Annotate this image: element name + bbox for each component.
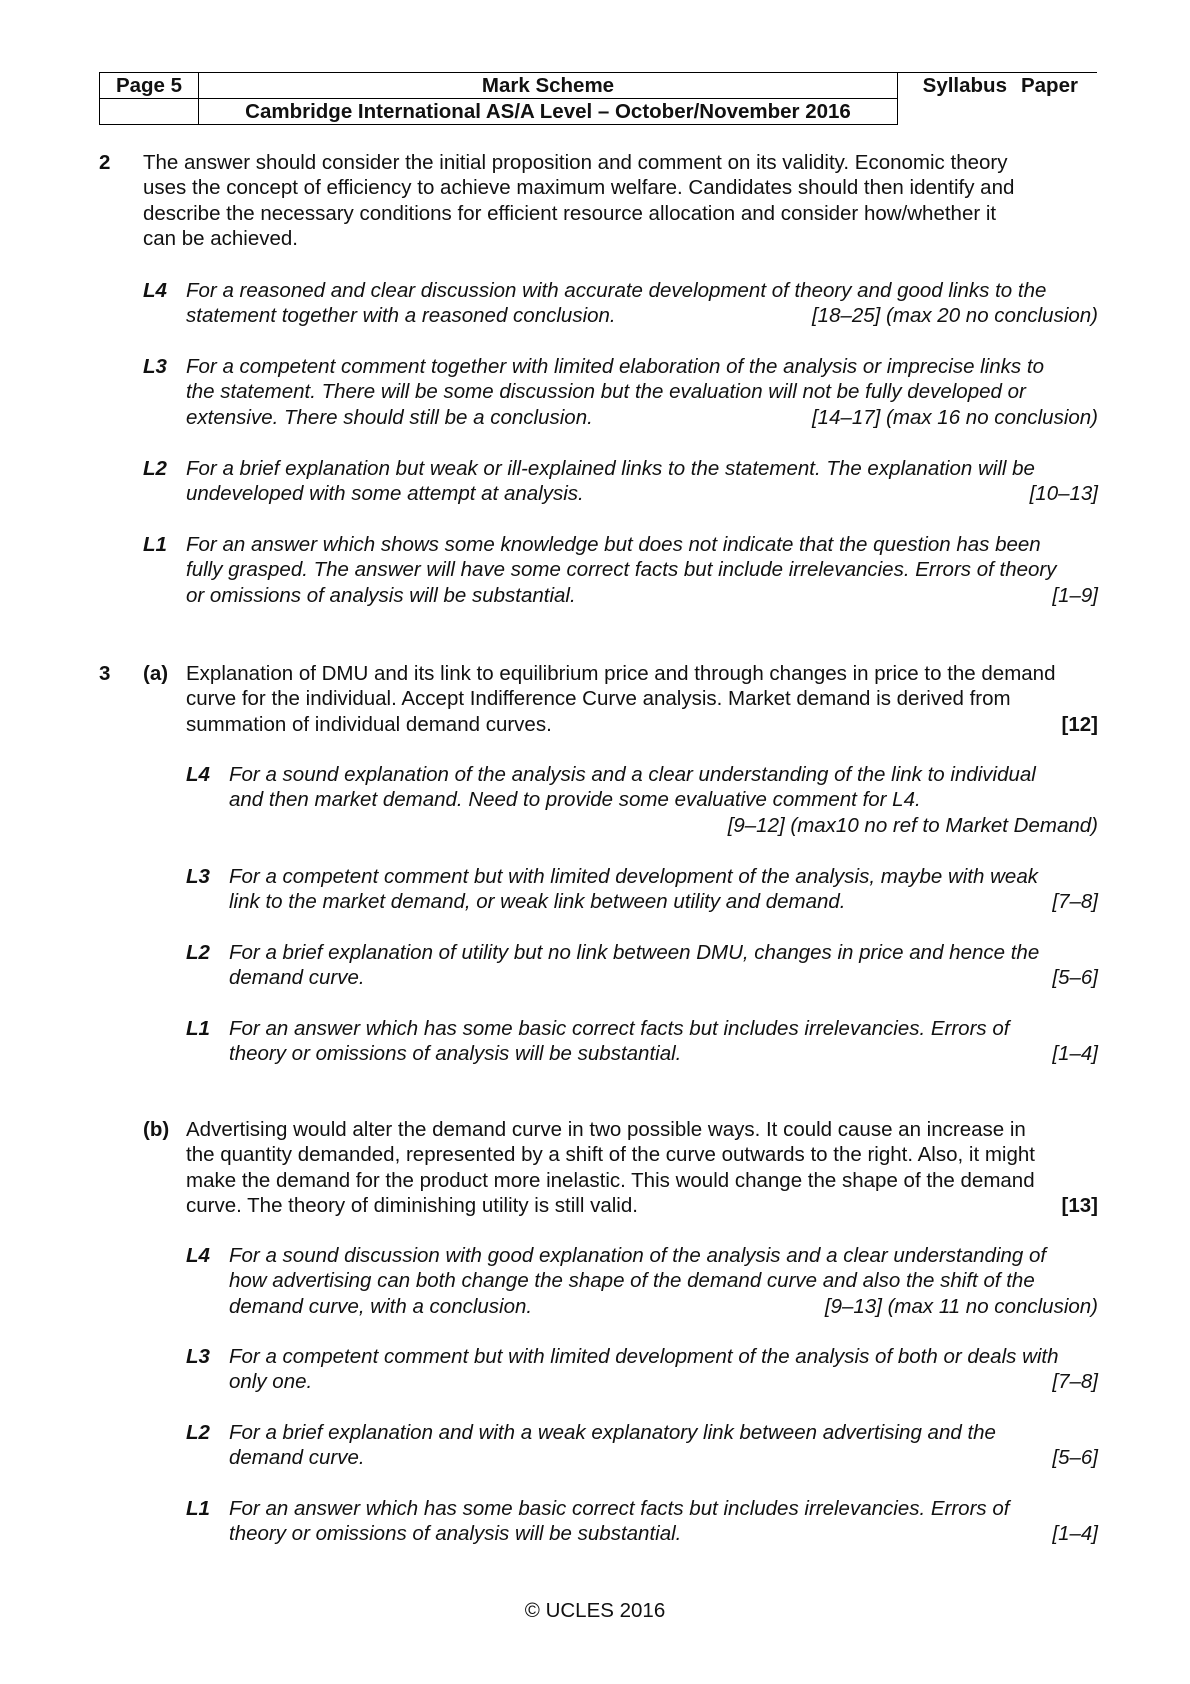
- page-number: Page 5: [100, 73, 199, 99]
- q3b-level-label: L4: [186, 1244, 210, 1267]
- q3a-level-line: For an answer which has some basic correct facts but includes irrelevancies. Errors of: [229, 1017, 1010, 1040]
- q3b-level-last-row: [229, 1369, 1098, 1394]
- q3b-level-last-line: only one.: [229, 1370, 313, 1394]
- q3a-level-mark: [5–6]: [1052, 966, 1098, 990]
- q3b-last-row: [186, 1193, 1098, 1218]
- q3a-level-last-row: [229, 1041, 1098, 1066]
- q2-level-text: [186, 354, 1098, 430]
- q2-level-label: L4: [143, 279, 167, 302]
- q2-level-mark: [18–25] (max 20 no conclusion): [811, 304, 1098, 328]
- q3b-level-mark: [9–13] (max 11 no conclusion): [824, 1294, 1098, 1318]
- q3a-level-line: For a sound explanation of the analysis and a clear understanding of the link to individual: [229, 763, 1036, 786]
- q3a-level-mark: [7–8]: [1052, 890, 1098, 914]
- doc-title: Mark Scheme: [199, 73, 898, 99]
- q3b-line: Advertising would alter the demand curve in two possible ways. It could cause an increase in: [186, 1118, 1026, 1141]
- q2-level-last-line: statement together with a reasoned conclusion.: [186, 304, 616, 328]
- q2-level-last-line: or omissions of analysis will be substantial.: [186, 583, 576, 607]
- q3a-level-text: [229, 864, 1098, 915]
- q3a-level-mark: [1–4]: [1052, 1042, 1098, 1066]
- q2-level-line: For a competent comment together with limited elaboration of the analysis or imprecise links to: [186, 355, 1044, 378]
- q2-level-text: [186, 278, 1098, 329]
- q3a-level-mark: [9–12] (max10 no ref to Market Demand): [727, 813, 1098, 837]
- q3b-level-last-line: theory or omissions of analysis will be substantial.: [229, 1522, 682, 1546]
- q3b-level-last-line: demand curve, with a conclusion.: [229, 1294, 533, 1318]
- q3b-level-last-line: demand curve.: [229, 1446, 365, 1470]
- q3a-label: (a): [143, 662, 169, 685]
- header-table: [99, 72, 1097, 125]
- q3a-level-text: [229, 762, 1098, 838]
- q3b-level-line: how advertising can both change the shape of the demand curve and also the shift of the: [229, 1269, 1035, 1293]
- q2-intro-line: describe the necessary conditions for efficient resource allocation and consider how/whether it: [143, 201, 997, 225]
- q2-level-last-line: extensive. There should still be a conclusion.: [186, 405, 593, 429]
- q3a-level-last-row: [229, 965, 1098, 990]
- q2-intro: [143, 150, 1103, 251]
- q3a-level-text: [229, 940, 1098, 991]
- q2-intro-line: The answer should consider the initial proposition and comment on its validity. Economic theory: [143, 151, 1008, 174]
- q2-level-line: For a brief explanation but weak or ill-explained links to the statement. The explanation will be: [186, 457, 1035, 480]
- q3b-level-text: [229, 1243, 1098, 1319]
- q3a-last-line: summation of individual demand curves.: [186, 712, 552, 736]
- q3b-level-line: For a competent comment but with limited development of the analysis of both or deals with: [229, 1345, 1059, 1368]
- q2-level-label: L2: [143, 457, 167, 480]
- q2-level-label: L1: [143, 533, 167, 556]
- q3b-level-text: [229, 1496, 1098, 1547]
- q2-level-text: [186, 456, 1098, 507]
- q3b-line: the quantity demanded, represented by a shift of the curve outwards to the right. Also, it might: [186, 1143, 1035, 1167]
- q3-number: 3: [99, 662, 111, 685]
- q3a-last-row: [186, 712, 1098, 737]
- q2-level-last-line: undeveloped with some attempt at analysis.: [186, 482, 584, 506]
- q2-level-mark: [14–17] (max 16 no conclusion): [811, 405, 1098, 429]
- q3a-level-last-line: demand curve.: [229, 966, 365, 990]
- q3b-text: [186, 1117, 1098, 1218]
- q2-level-text: [186, 532, 1098, 608]
- q3a-level-label: L1: [186, 1017, 210, 1040]
- q3b-level-last-row: [229, 1521, 1098, 1546]
- q3a-mark: [12]: [1061, 712, 1098, 736]
- q3b-level-label: L3: [186, 1345, 210, 1368]
- q2-number: 2: [99, 151, 111, 174]
- q3a-line: Explanation of DMU and its link to equilibrium price and through changes in price to the demand: [186, 662, 1056, 685]
- q2-level-last-row: [186, 303, 1098, 328]
- q2-level-line: the statement. There will be some discussion but the evaluation will not be fully developed or: [186, 380, 1026, 404]
- copyright-footer: © UCLES 2016: [524, 1599, 666, 1622]
- q2-level-line: fully grasped. The answer will have some correct facts but include irrelevancies. Errors of theory: [186, 558, 1057, 582]
- q3b-line: make the demand for the product more inelastic. This would change the shape of the demand: [186, 1168, 1035, 1192]
- q3a-level-line: For a brief explanation of utility but no link between DMU, changes in price and hence the: [229, 941, 1040, 964]
- q3a-level-line: For a competent comment but with limited development of the analysis, maybe with weak: [229, 865, 1038, 888]
- paper-label: Paper: [1015, 73, 1097, 99]
- q2-level-mark: [10–13]: [1029, 482, 1098, 506]
- q3b-level-label: L2: [186, 1421, 210, 1444]
- q2-level-line: For a reasoned and clear discussion with accurate development of theory and good links to the: [186, 279, 1047, 302]
- q3a-text: [186, 661, 1098, 737]
- q2-level-line: For an answer which shows some knowledge but does not indicate that the question has been: [186, 533, 1041, 556]
- q3b-level-text: [229, 1420, 1098, 1471]
- q3a-level-last-row: [229, 889, 1098, 914]
- q3b-level-mark: [1–4]: [1052, 1522, 1098, 1546]
- q3b-label: (b): [143, 1118, 170, 1141]
- q2-level-mark: [1–9]: [1052, 583, 1098, 607]
- q3b-level-mark: [5–6]: [1052, 1446, 1098, 1470]
- q3b-level-line: For a sound discussion with good explanation of the analysis and a clear understanding of: [229, 1244, 1047, 1267]
- q3a-level-line: and then market demand. Need to provide some evaluative comment for L4.: [229, 788, 921, 812]
- q2-level-last-row: [186, 405, 1098, 430]
- q3b-level-last-row: [229, 1294, 1098, 1319]
- q3b-level-mark: [7–8]: [1052, 1370, 1098, 1394]
- syllabus-label: Syllabus: [898, 73, 1015, 99]
- q2-level-label: L3: [143, 355, 167, 378]
- q3a-level-label: L4: [186, 763, 210, 786]
- q2-level-last-row: [186, 481, 1098, 506]
- q2-level-last-row: [186, 583, 1098, 608]
- q2-intro-line: uses the concept of efficiency to achieve maximum welfare. Candidates should then identify and: [143, 176, 1015, 200]
- q3b-level-line: For an answer which has some basic correct facts but includes irrelevancies. Errors of: [229, 1497, 1010, 1520]
- q3b-last-line: curve. The theory of diminishing utility is still valid.: [186, 1193, 638, 1217]
- q2-intro-line: can be achieved.: [143, 226, 299, 250]
- q3b-level-text: [229, 1344, 1098, 1395]
- q3a-level-label: L2: [186, 941, 210, 964]
- q3b-level-last-row: [229, 1445, 1098, 1470]
- q3b-level-label: L1: [186, 1497, 210, 1520]
- q3a-level-text: [229, 1016, 1098, 1067]
- q3b-level-line: For a brief explanation and with a weak explanatory link between advertising and the: [229, 1421, 996, 1444]
- q3b-mark: [13]: [1061, 1193, 1098, 1217]
- q3a-line: curve for the individual. Accept Indifference Curve analysis. Market demand is derived from: [186, 687, 1011, 711]
- q3a-level-last-line: link to the market demand, or weak link between utility and demand.: [229, 890, 846, 914]
- doc-subtitle: Cambridge International AS/A Level – October/November 2016: [199, 99, 898, 125]
- q3a-level-label: L3: [186, 865, 210, 888]
- q3a-level-last-line: theory or omissions of analysis will be substantial.: [229, 1042, 682, 1066]
